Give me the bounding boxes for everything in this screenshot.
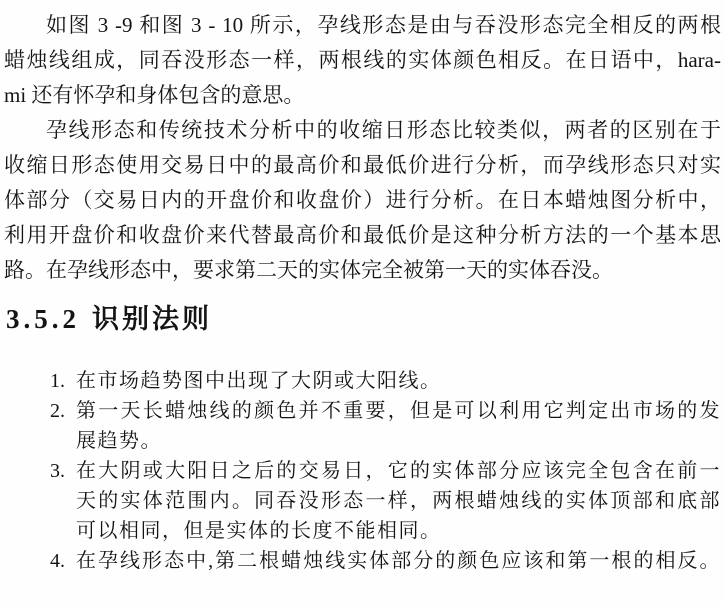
text-line: 蜡烛线组成，同吞没形态一样，两根线的实体颜色相反。在日语中，hara- [4, 48, 721, 72]
list-item-text [76, 546, 721, 576]
text-line: 在大阴或大阳日之后的交易日，它的实体部分应该完全包含在前一 [76, 460, 721, 482]
paragraph [4, 113, 721, 288]
paragraph [4, 8, 721, 113]
body-text [4, 8, 721, 288]
list-item-text [76, 456, 721, 546]
text-line: 在市场趋势图中出现了大阴或大阳线。 [76, 370, 442, 392]
text-line: 展趋势。 [76, 430, 162, 452]
text-line: 在孕线形态中,第二根蜡烛线实体部分的颜色应该和第一根的相反。 [76, 550, 721, 572]
list-item [4, 456, 721, 546]
text-line: 天的实体范围内。同吞没形态一样，两根蜡烛线的实体顶部和底部 [76, 490, 721, 512]
list-item-number: 3. [50, 460, 65, 482]
list-item [4, 396, 721, 456]
section-heading [6, 299, 721, 339]
text-line: 路。在孕线形态中，要求第二天的实体完全被第一天的实体吞没。 [4, 258, 613, 282]
text-line: 第一天长蜡烛线的颜色并不重要，但是可以利用它判定出市场的发 [76, 400, 721, 422]
text-line: 体部分（交易日内的开盘价和收盘价）进行分析。在日本蜡烛图分析中， [4, 188, 721, 212]
list-item [4, 546, 721, 576]
text-line: 如图 3 -9 和图 3 - 10 所示，孕线形态是由与吞没形态完全相反的两根 [46, 13, 721, 37]
list-item-text [76, 396, 721, 456]
heading-title: 识别法则 [92, 304, 212, 334]
text-line: 可以相同，但是实体的长度不能相同。 [76, 520, 442, 542]
list-item-number: 2. [50, 400, 65, 422]
text-line: 收缩日形态使用交易日中的最高价和最低价进行分析，而孕线形态只对实 [4, 153, 721, 177]
list-item [4, 366, 721, 396]
text-line: 孕线形态和传统技术分析中的收缩日形态比较类似，两者的区别在于 [46, 118, 721, 142]
list-item-text [76, 366, 721, 396]
list-item-number: 1. [50, 370, 65, 392]
text-line: 利用开盘价和收盘价来代替最高价和最低价是这种分析方法的一个基本思 [4, 223, 721, 247]
heading-number: 3.5.2 [6, 304, 80, 334]
text-line: mi 还有怀孕和身体包含的意思。 [4, 83, 305, 107]
recognition-rules-list [4, 366, 721, 576]
list-item-number: 4. [50, 550, 65, 572]
